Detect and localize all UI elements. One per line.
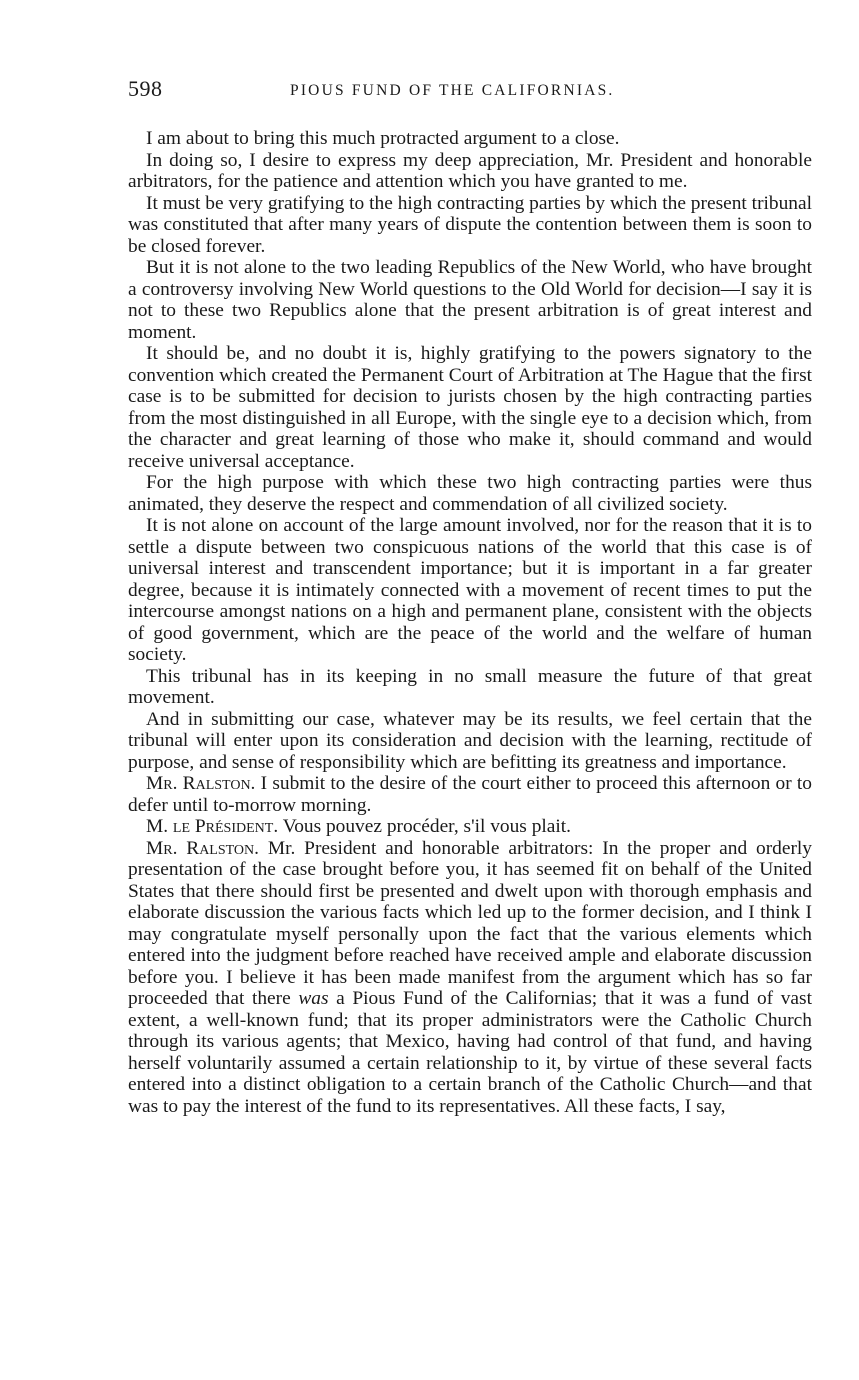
speaker-name: M. le Président. bbox=[146, 816, 279, 837]
page-body bbox=[128, 128, 812, 1117]
speech-text: I submit to the desire of the court either to proceed this afternoon or to defer until to-morrow morning. bbox=[128, 773, 812, 816]
paragraph: It is not alone on account of the large amount involved, nor for the reason that it is to settle a dispute between two conspicuous nations of the world that this case is of universal interest and transcendent importance; but it is important in a far greater degree, because it is intimately connected with a movement of recent times to put the intercourse amongst nations on a high and permanent plane, consistent with the objects of good government, which are the peace of the world and the welfare of human society. bbox=[128, 515, 812, 665]
paragraph: For the high purpose with which these two high contracting parties were thus animated, they deserve the respect and commendation of all civilized society. bbox=[128, 472, 812, 515]
speaker-name: Mr. Ralston. bbox=[146, 837, 260, 859]
emphasized-word: was bbox=[298, 988, 329, 1009]
paragraph: It must be very gratifying to the high contracting parties by which the present tribunal was constituted that after many years of dispute the contention between them is soon to be closed forever. bbox=[128, 192, 812, 257]
paragraph: It should be, and no doubt it is, highly gratifying to the powers signatory to the convention which created the Permanent Court of Arbitration at The Hague that the first case is to be submitted for decision to jurists chosen by the high contracting parties from the most distinguished in all Europe, with the single eye to a decision which, from the character and great learning of those who make it, should command and would receive universal acceptance. bbox=[128, 343, 812, 472]
paragraph: And in submitting our case, whatever may be its results, we feel certain that the tribunal will enter upon its consideration and decision with the learning, rectitude of purpose, and sense of responsibility which are befitting its greatness and importance. bbox=[128, 708, 812, 773]
paragraph: But it is not alone to the two leading Republics of the New World, who have brought a controversy involving New World questions to the Old World for decision—I say it is not to these two Republics alone that the present arbitration is of great interest and moment. bbox=[128, 257, 812, 343]
speech-text: Vous pouvez procéder, s'il vous plait. bbox=[282, 816, 572, 837]
speech-text-continued: a Pious Fund of the Californias; that it was a fund of vast extent, a well-known fund; that its proper administrators were the Catholic Church through its various agents; that Mexico, having had control of that fund, and having herself voluntarily assumed a certain relationship to it, by virtue of these several facts entered into a distinct obligation to a certain branch of the Catholic Church—and that was to pay the interest of the fund to its representatives. All these facts, I say, bbox=[128, 988, 812, 1117]
page-number: 598 bbox=[128, 76, 163, 101]
speaker-paragraph bbox=[128, 838, 812, 1118]
paragraph: In doing so, I desire to express my deep appreciation, Mr. President and honorable arbitrators, for the patience and attention which you have granted to me. bbox=[128, 149, 812, 192]
speaker-paragraph bbox=[128, 773, 812, 816]
paragraph: I am about to bring this much protracted argument to a close. bbox=[146, 128, 620, 149]
running-title: PIOUS FUND OF THE CALIFORNIAS. bbox=[290, 82, 615, 99]
speaker-paragraph bbox=[128, 816, 812, 838]
speaker-name: Mr. Ralston. bbox=[146, 773, 256, 794]
page-header bbox=[128, 76, 812, 108]
speech-text: Mr. President and honorable arbitrators: In the proper and orderly presentation of the case brought before you, it has seemed fit on behalf of the United States that there should first be presented and dwelt upon with thorough emphasis and elaborate discussion the various facts which led up to the former decision, and I think I may congratulate myself personally upon the fact that the various elements which entered into the judgment before reached have received ample and elaborate discussion before you. I believe it has been made manifest from the argument which has so far proceeded that there bbox=[128, 837, 813, 1009]
paragraph: This tribunal has in its keeping in no small measure the future of that great movement. bbox=[128, 665, 812, 708]
